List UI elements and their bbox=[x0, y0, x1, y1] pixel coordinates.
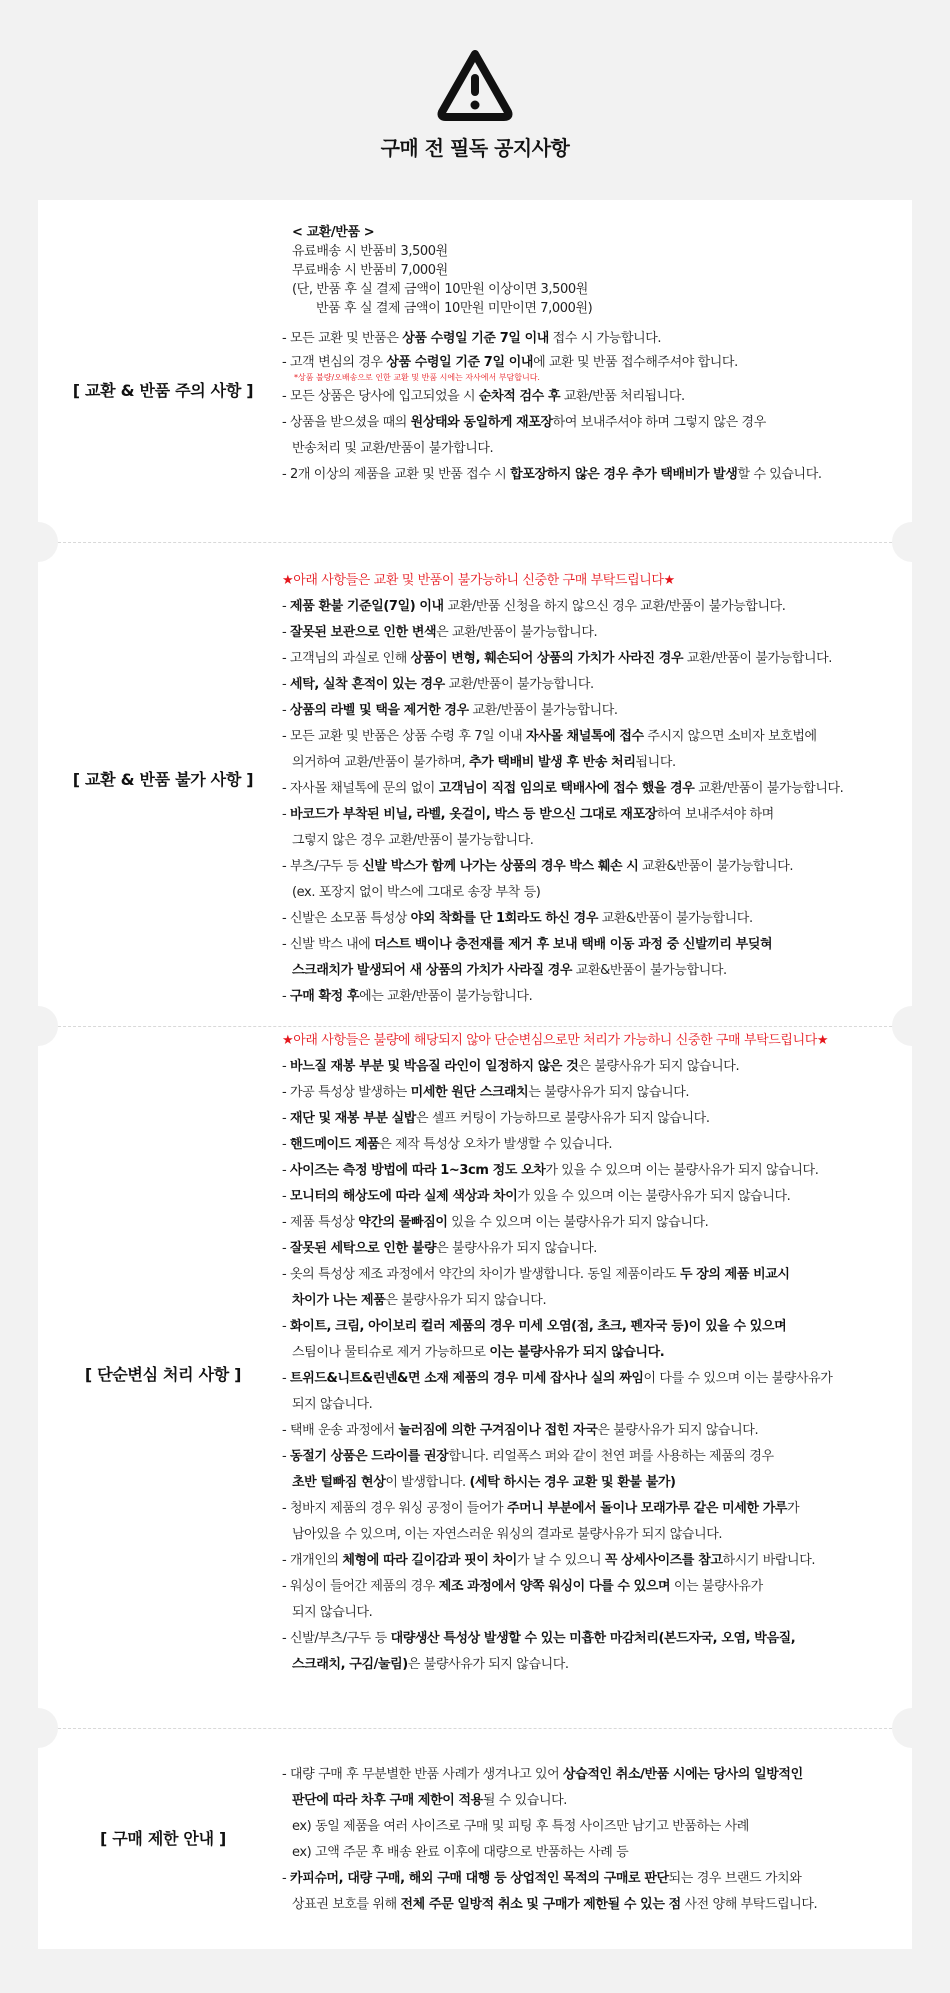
notice-line: - 바느질 재봉 부분 및 박음질 라인이 일정하지 않은 것은 불량사유가 되지 않습니다. bbox=[282, 1059, 740, 1074]
notice-line: - 신발은 소모품 특성상 야외 착화를 단 1회라도 하신 경우 교환&반품이 불가능합니다. bbox=[282, 911, 753, 926]
section-simple-change bbox=[38, 1026, 912, 1728]
section-exchange-impossible bbox=[38, 542, 912, 1026]
fee-free: 무료배송 시 반품비 7,000원 bbox=[292, 263, 448, 278]
section-body bbox=[282, 1762, 902, 1918]
notice-line: - 제품 환불 기준일(7일) 이내 교환/반품 신청을 하지 않으신 경우 교환/반품이 불가능합니다. bbox=[282, 599, 786, 614]
notice-line: - 모니터의 해상도에 따라 실제 색상과 차이가 있을 수 있으며 이는 불량사유가 되지 않습니다. bbox=[282, 1189, 791, 1204]
notice-header bbox=[0, 0, 950, 200]
section-label: [ 단순변심 처리 사항 ] bbox=[84, 1365, 242, 1384]
notice-line: (ex. 포장지 없이 박스에 그대로 송장 부착 등) bbox=[292, 885, 541, 900]
section-label: [ 교환 & 반품 불가 사항 ] bbox=[72, 770, 254, 789]
notice-line: - 잘못된 보관으로 인한 변색은 교환/반품이 불가능합니다. bbox=[282, 625, 598, 640]
notice-line: 반송처리 및 교환/반품이 불가합니다. bbox=[292, 441, 494, 456]
section-body bbox=[282, 568, 902, 1010]
notice-line: 스팀이나 물티슈로 제거 가능하므로 이는 불량사유가 되지 않습니다. bbox=[292, 1345, 665, 1360]
notice-line: - 2개 이상의 제품을 교환 및 반품 접수 시 합포장하지 않은 경우 추가 택배비가 발생할 수 있습니다. bbox=[282, 467, 822, 482]
notice-line: 초반 털빠짐 현상이 발생합니다. (세탁 하시는 경우 교환 및 환불 불가) bbox=[292, 1475, 676, 1490]
notice-line: - 바코드가 부착된 비닐, 라벨, 옷걸이, 박스 등 받으신 그대로 재포장하여 보내주셔야 하며 bbox=[282, 807, 774, 822]
notice-line: - 구매 확정 후에는 교환/반품이 불가능합니다. bbox=[282, 989, 533, 1004]
notice-card bbox=[38, 200, 912, 1949]
section-body bbox=[282, 1028, 902, 1678]
example-line: ex) 고액 주문 후 배송 완료 이후에 대량으로 반품하는 사례 등 bbox=[292, 1845, 629, 1860]
notice-line: 차이가 나는 제품은 불량사유가 되지 않습니다. bbox=[292, 1293, 547, 1308]
notice-line: 상표권 보호를 위해 전체 주문 일방적 취소 및 구매가 제한될 수 있는 점 사전 양해 부탁드립니다. bbox=[292, 1897, 818, 1912]
notice-line: 되지 않습니다. bbox=[292, 1397, 373, 1412]
notice-line: 남아있을 수 있으며, 이는 자연스러운 워싱의 결과로 불량사유가 되지 않습니다. bbox=[292, 1527, 723, 1542]
notice-line: 스크래치, 구김/눌림)은 불량사유가 되지 않습니다. bbox=[292, 1657, 569, 1672]
notice-line: - 카피슈머, 대량 구매, 해외 구매 대행 등 상업적인 목적의 구매로 판단되는 경우 브랜드 가치와 bbox=[282, 1871, 802, 1886]
notice-line: 의거하여 교환/반품이 불가하며, 추가 택배비 발생 후 반송 처리됩니다. bbox=[292, 755, 676, 770]
fee-paid: 유료배송 시 반품비 3,500원 bbox=[292, 244, 448, 259]
example-line: ex) 동일 제품을 여러 사이즈로 구매 및 피팅 후 특정 사이즈만 남기고 반품하는 사례 bbox=[292, 1819, 749, 1834]
notice-line: - 모든 상품은 당사에 입고되었을 시 순차적 검수 후 교환/반품 처리됩니다. bbox=[282, 389, 685, 404]
notice-line: - 자사몰 채널톡에 문의 없이 고객님이 직접 임의로 택배사에 접수 했을 경우 교환/반품이 불가능합니다. bbox=[282, 781, 844, 796]
notice-line: - 세탁, 실착 흔적이 있는 경우 교환/반품이 불가능합니다. bbox=[282, 677, 594, 692]
notice-line: - 개개인의 체형에 따라 길이감과 핏이 차이가 날 수 있으니 꼭 상세사이즈를 참고하시기 바랍니다. bbox=[282, 1553, 816, 1568]
section-purchase-limit bbox=[38, 1728, 912, 1949]
notice-line: - 사이즈는 측정 방법에 따라 1~3cm 정도 오차가 있을 수 있으며 이는 불량사유가 되지 않습니다. bbox=[282, 1163, 819, 1178]
notice-line: - 모든 교환 및 반품은 상품 수령일 기준 7일 이내 접수 시 가능합니다. bbox=[282, 331, 662, 346]
fee-cond: (단, 반품 후 실 결제 금액이 10만원 이상이면 3,500원 bbox=[292, 282, 588, 297]
warning-headline: ★아래 사항들은 불량에 해당되지 않아 단순변심으로만 처리가 가능하니 신중한 구매 부탁드립니다★ bbox=[282, 1033, 829, 1048]
section-label: [ 교환 & 반품 주의 사항 ] bbox=[72, 381, 254, 400]
notice-line: - 대량 구매 후 무분별한 반품 사례가 생겨나고 있어 상습적인 취소/반품 시에는 당사의 일방적인 bbox=[282, 1767, 803, 1782]
notice-line: 되지 않습니다. bbox=[292, 1605, 373, 1620]
notice-line: - 핸드메이드 제품은 제작 특성상 오차가 발생할 수 있습니다. bbox=[282, 1137, 613, 1152]
notice-line: - 재단 및 재봉 부분 실밥은 셀프 커팅이 가능하므로 불량사유가 되지 않습니다. bbox=[282, 1111, 710, 1126]
notice-line: - 워싱이 들어간 제품의 경우 제조 과정에서 양쪽 워싱이 다를 수 있으며 이는 불량사유가 bbox=[282, 1579, 763, 1594]
warning-triangle-icon bbox=[434, 46, 516, 124]
notice-line: - 부츠/구두 등 신발 박스가 함께 나가는 상품의 경우 박스 훼손 시 교환&반품이 불가능합니다. bbox=[282, 859, 794, 874]
notice-line: 판단에 따라 차후 구매 제한이 적용될 수 있습니다. bbox=[292, 1793, 567, 1808]
warning-headline: ★아래 사항들은 교환 및 반품이 불가능하니 신중한 구매 부탁드립니다★ bbox=[282, 573, 675, 588]
section-body bbox=[282, 223, 902, 488]
fee-title: < 교환/반품 > bbox=[292, 225, 375, 240]
notice-line: - 동절기 상품은 드라이를 권장합니다. 리얼폭스 퍼와 같이 천연 퍼를 사용하는 제품의 경우 bbox=[282, 1449, 774, 1464]
section-label: [ 구매 제한 안내 ] bbox=[99, 1829, 227, 1848]
notice-line: - 신발/부츠/구두 등 대량생산 특성상 발생할 수 있는 미흡한 마감처리(본드자국, 오염, 박음질, bbox=[282, 1631, 796, 1646]
notice-line: - 택배 운송 과정에서 눌러짐에 의한 구겨짐이나 접힌 자국은 불량사유가 되지 않습니다. bbox=[282, 1423, 759, 1438]
notice-line: - 가공 특성상 발생하는 미세한 원단 스크래치는 불량사유가 되지 않습니다. bbox=[282, 1085, 690, 1100]
notice-line: - 신발 박스 내에 더스트 백이나 충전재를 제거 후 보내 택배 이동 과정 중 신발끼리 부딪혀 bbox=[282, 937, 773, 952]
notice-line: - 화이트, 크림, 아이보리 컬러 제품의 경우 미세 오염(점, 초크, 펜자국 등)이 있을 수 있으며 bbox=[282, 1319, 787, 1334]
notice-line: - 고객 변심의 경우 상품 수령일 기준 7일 이내에 교환 및 반품 접수해주셔야 합니다. bbox=[282, 355, 738, 370]
notice-line: - 모든 교환 및 반품은 상품 수령 후 7일 이내 자사몰 채널톡에 접수 주시지 않으면 소비자 보호법에 bbox=[282, 729, 817, 744]
notice-line: - 잘못된 세탁으로 인한 불량은 불량사유가 되지 않습니다. bbox=[282, 1241, 597, 1256]
fee-cond: 반품 후 실 결제 금액이 10만원 미만이면 7,000원) bbox=[316, 301, 593, 316]
notice-line: - 고객님의 과실로 인해 상품이 변형, 훼손되어 상품의 가치가 사라진 경우 교환/반품이 불가능합니다. bbox=[282, 651, 833, 666]
notice-line: - 트위드&니트&린넨&면 소재 제품의 경우 미세 잡사나 실의 짜임이 다를 수 있으며 이는 불량사유가 bbox=[282, 1371, 833, 1386]
notice-line: 스크래치가 발생되어 새 상품의 가치가 사라질 경우 교환&반품이 불가능합니다. bbox=[292, 963, 727, 978]
notice-line: - 상품의 라벨 및 택을 제거한 경우 교환/반품이 불가능합니다. bbox=[282, 703, 618, 718]
notice-line: - 제품 특성상 약간의 물빠짐이 있을 수 있으며 이는 불량사유가 되지 않습니다. bbox=[282, 1215, 709, 1230]
notice-line: - 상품을 받으셨을 때의 원상태와 동일하게 재포장하여 보내주셔야 하며 그렇지 않은 경우 bbox=[282, 415, 766, 430]
page-title: 구매 전 필독 공지사항 bbox=[380, 136, 570, 160]
notice-line: 그렇지 않은 경우 교환/반품이 불가능합니다. bbox=[292, 833, 534, 848]
red-note: *상품 불량/오배송으로 인한 교환 및 반품 시에는 자사에서 부담합니다. bbox=[294, 373, 540, 382]
section-exchange-caution bbox=[38, 200, 912, 542]
notice-line: - 옷의 특성상 제조 과정에서 약간의 차이가 발생합니다. 동일 제품이라도 두 장의 제품 비교시 bbox=[282, 1267, 790, 1282]
notice-line: - 청바지 제품의 경우 워싱 공정이 들어가 주머니 부분에서 돌이나 모래가루 같은 미세한 가루가 bbox=[282, 1501, 800, 1516]
